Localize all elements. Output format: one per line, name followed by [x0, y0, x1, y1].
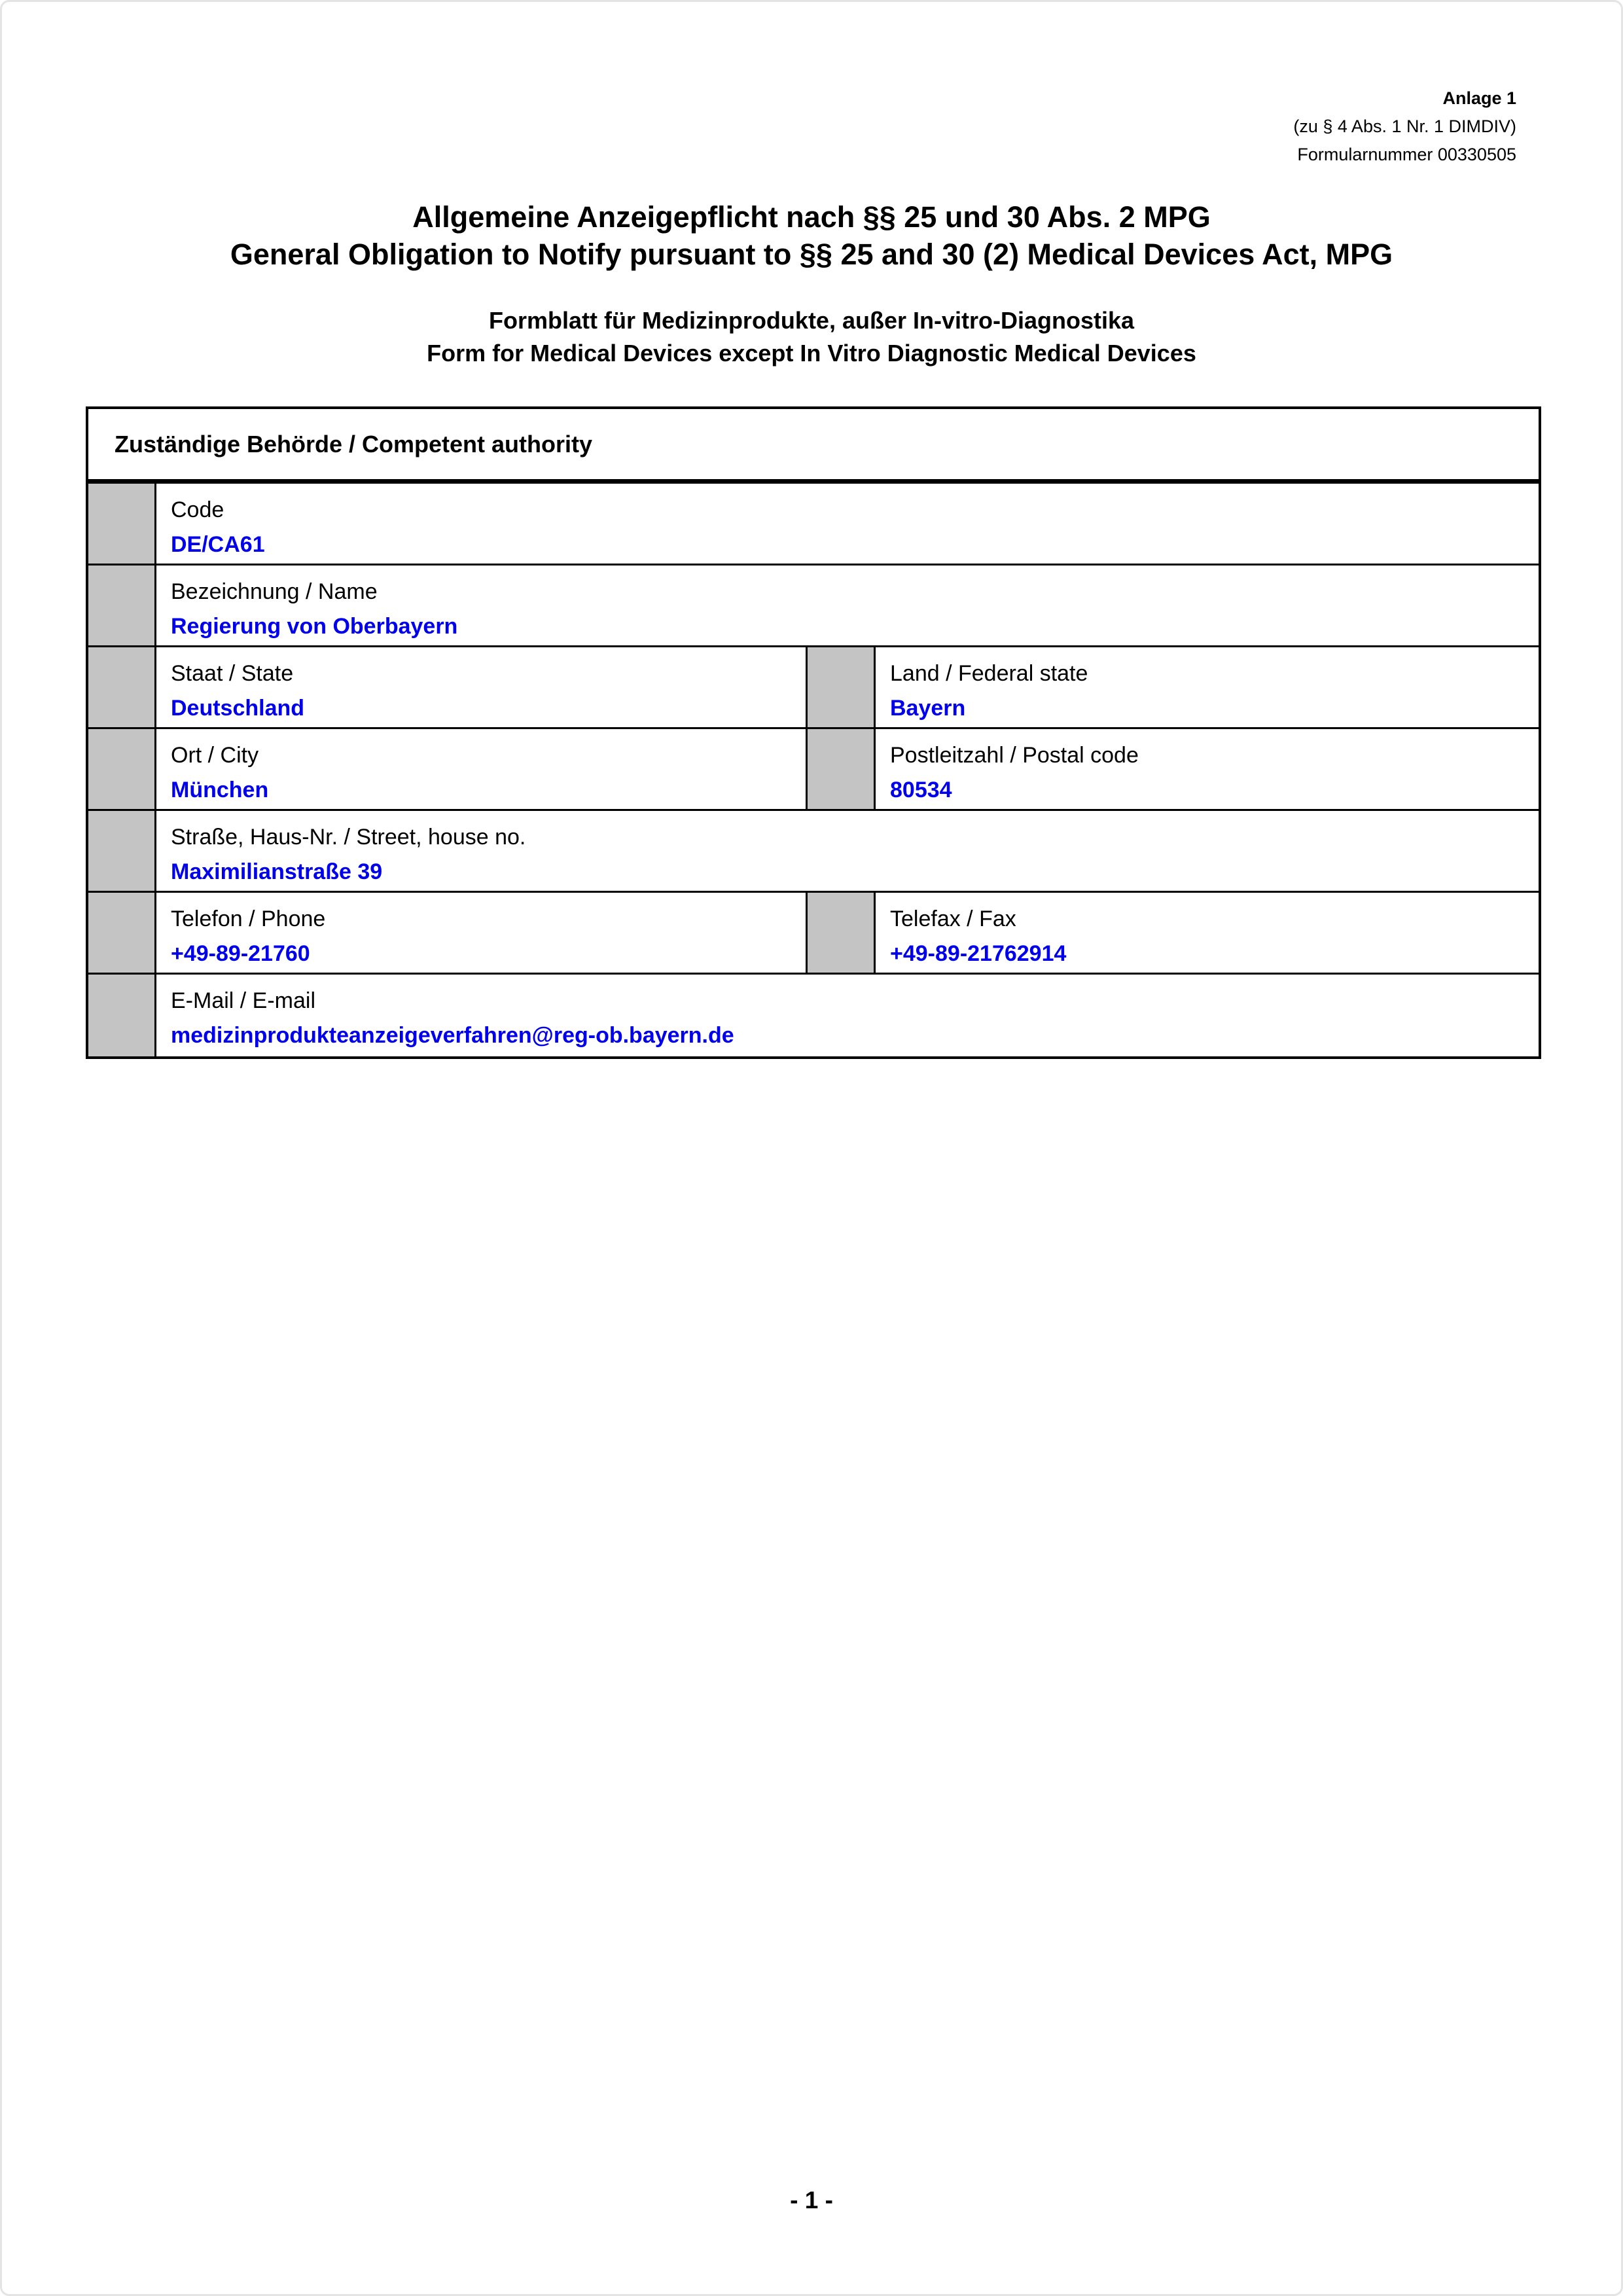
field-phone: [156, 893, 808, 973]
name-label: Bezeichnung / Name: [171, 579, 378, 604]
form-title-german: Allgemeine Anzeigepflicht nach §§ 25 und 30 Abs. 2 MPG: [412, 200, 1211, 234]
marker-cell: [88, 647, 156, 727]
field-email: [156, 975, 1539, 1056]
form-subtitle: [2, 304, 1621, 370]
row-code: [88, 484, 1539, 565]
fax-label: Telefax / Fax: [890, 906, 1016, 931]
field-postal-code: [876, 729, 1539, 809]
field-federal-state: [876, 647, 1539, 727]
field-fax: [876, 893, 1539, 973]
phone-value: +49-89-21760: [171, 941, 310, 966]
marker-cell: [88, 565, 156, 645]
street-value: Maximilianstraße 39: [171, 859, 383, 884]
phone-label: Telefon / Phone: [171, 906, 326, 931]
federal-state-label: Land / Federal state: [890, 661, 1088, 686]
form-title: [2, 198, 1621, 273]
field-name: [156, 565, 1539, 645]
legal-reference: (zu § 4 Abs. 1 Nr. 1 DIMDIV): [1293, 117, 1516, 136]
annex-label: Anlage 1: [1442, 88, 1516, 108]
state-label: Staat / State: [171, 661, 294, 686]
code-label: Code: [171, 497, 224, 522]
name-value: Regierung von Oberbayern: [171, 614, 458, 639]
marker-cell: [88, 811, 156, 891]
competent-authority-table: [86, 406, 1541, 1059]
field-state: [156, 647, 808, 727]
email-value: medizinprodukteanzeigeverfahren@reg-ob.bayern.de: [171, 1023, 734, 1048]
row-street: [88, 811, 1539, 893]
email-label: E-Mail / E-mail: [171, 988, 316, 1013]
postal-code-value: 80534: [890, 778, 952, 802]
marker-cell: [808, 647, 876, 727]
field-city: [156, 729, 808, 809]
marker-cell: [808, 729, 876, 809]
table-header: Zuständige Behörde / Competent authority: [88, 409, 1539, 484]
marker-cell: [808, 893, 876, 973]
marker-cell: [88, 975, 156, 1056]
city-label: Ort / City: [171, 743, 259, 768]
marker-cell: [88, 893, 156, 973]
reference-block: [1293, 84, 1516, 169]
marker-cell: [88, 729, 156, 809]
form-subtitle-german: Formblatt für Medizinprodukte, außer In-vitro-Diagnostika: [488, 307, 1135, 334]
page-number: - 1 -: [790, 2187, 833, 2214]
marker-cell: [88, 484, 156, 564]
row-city-postalcode: [88, 729, 1539, 811]
row-email: [88, 975, 1539, 1056]
field-code: [156, 484, 1539, 564]
form-number: Formularnummer 00330505: [1297, 145, 1516, 164]
federal-state-value: Bayern: [890, 696, 966, 721]
row-phone-fax: [88, 893, 1539, 975]
city-value: München: [171, 778, 269, 802]
form-subtitle-english: Form for Medical Devices except In Vitro Diagnostic Medical Devices: [427, 340, 1196, 367]
state-value: Deutschland: [171, 696, 305, 721]
code-value: DE/CA61: [171, 532, 265, 557]
form-title-english: General Obligation to Notify pursuant to §§ 25 and 30 (2) Medical Devices Act, MPG: [230, 238, 1393, 271]
fax-value: +49-89-21762914: [890, 941, 1067, 966]
field-street: [156, 811, 1539, 891]
row-name: [88, 565, 1539, 647]
row-state-federalstate: [88, 647, 1539, 729]
postal-code-label: Postleitzahl / Postal code: [890, 743, 1139, 768]
street-label: Straße, Haus-Nr. / Street, house no.: [171, 825, 526, 850]
